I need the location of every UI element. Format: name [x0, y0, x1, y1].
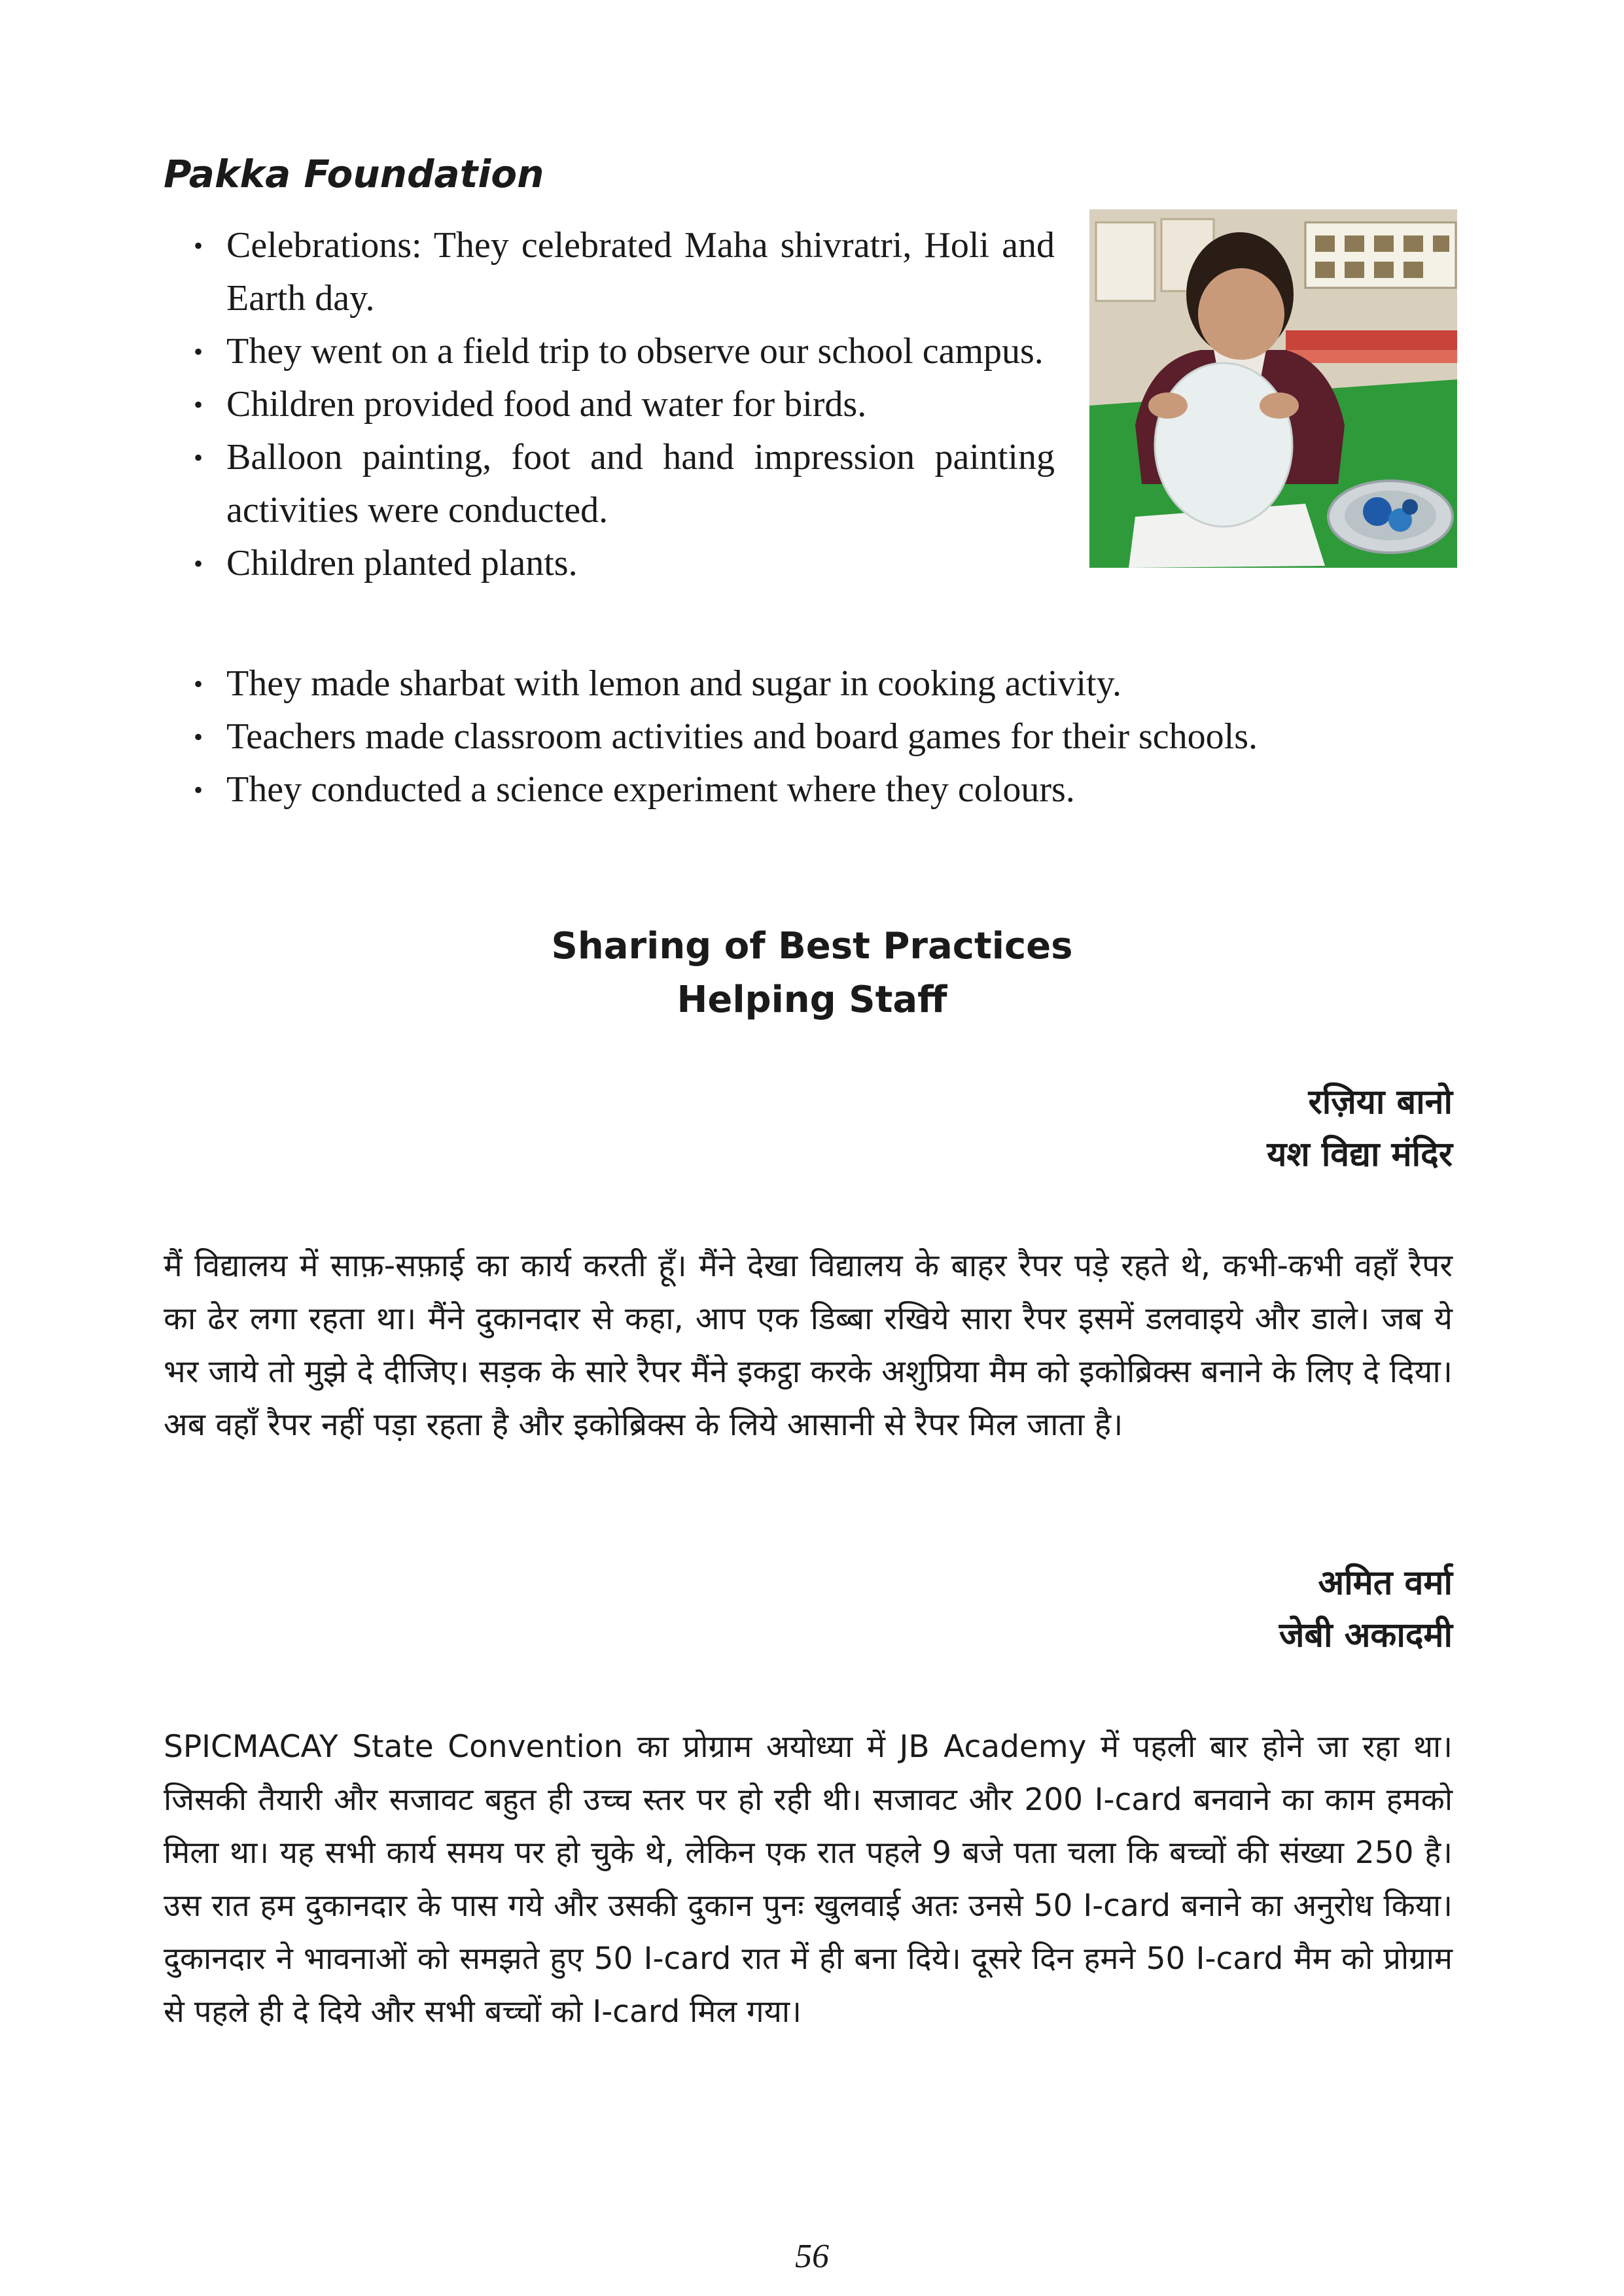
list-item-text: They conducted a science experiment where they colours. [226, 769, 1075, 810]
entry-paragraph: मैं विद्यालय में साफ़-सफ़ाई का कार्य करती हूँ। मैंने देखा विद्यालय के बाहर रैपर पड़े रहते थे, कभी-कभी वहाँ रैपर का ढेर लगा रहता था। मैंने दुकानदार से कहा, आप एक डिब्बा रखिये सारा रैपर इसमें डलवाइये और डाले। जब ये भर जाये तो मुझे दे दीजिए। सड़क के सारे रैपर मैंने इकट्ठा करके अशुप्रिया मैम को इकोब्रिक्स बनाने के लिए दे दिया। अब वहाँ रैपर नहीं पड़ा रहता है और इकोब्रिक्स के लिये आसानी से रैपर मिल जाता है। [164, 1247, 1453, 1443]
bullet-icon: • [194, 775, 203, 805]
page-title: Sharing of Best Practices [551, 925, 1073, 967]
list-item-text: Balloon painting, foot and hand impression painting activities were conducted. [226, 437, 1055, 531]
list-item [164, 537, 1055, 590]
author-name: रज़िया बानो [1308, 1083, 1453, 1122]
author-block [1279, 1557, 1453, 1661]
author-name: अमित वर्मा [1318, 1563, 1453, 1603]
section-heading: Pakka Foundation [164, 152, 544, 196]
author-school: जेबी अकादमी [1279, 1616, 1453, 1655]
page-subtitle: Helping Staff [677, 979, 947, 1021]
bullet-list-bottom [164, 657, 1472, 816]
bullet-icon: • [194, 390, 203, 419]
author-block [1267, 1076, 1453, 1181]
bullet-list-top [164, 219, 1055, 590]
list-item [164, 378, 1055, 431]
list-item [164, 431, 1055, 537]
bullet-icon: • [194, 443, 203, 472]
bullet-icon: • [194, 669, 203, 699]
entry-paragraph: SPICMACAY State Convention का प्रोग्राम अयोध्या में JB Academy में पहली बार होने जा रहा था। जिसकी तैयारी और सजावट बहुत ही उच्च स्तर पर हो रही थी। सजावट और 200 I-card बनवाने का काम हमको मिला था। यह सभी कार्य समय पर हो चुके थे, लेकिन एक रात पहले 9 बजे पता चला कि बच्चों की संख्या 250 है। उस रात हम दुकानदार के पास गये और उसकी दुकान पुनः खुलवाई अतः उनसे 50 I-card बनाने का अनुरोध किया। दुकानदार ने भावनाओं को समझते हुए 50 I-card रात में ही बना दिये। दूसरे दिन हमने 50 I-card मैम को प्रोग्राम से पहले ही दे दिये और सभी बच्चों को I-card मिल गया। [164, 1729, 1453, 2030]
list-item [164, 710, 1472, 763]
page-number: 56 [795, 2238, 829, 2275]
list-item-text: Children provided food and water for birds. [226, 384, 867, 425]
list-item-text: Children planted plants. [226, 543, 578, 583]
bullet-icon: • [194, 337, 203, 366]
author-school: यश विद्या मंदिर [1267, 1135, 1453, 1174]
list-item [164, 219, 1055, 325]
list-item-text: Celebrations: They celebrated Maha shivratri, Holi and Earth day. [226, 225, 1055, 319]
child-balloon-painting-photo [1089, 209, 1457, 568]
list-item [164, 657, 1472, 710]
list-item [164, 325, 1055, 378]
bullet-icon: • [194, 549, 203, 578]
list-item-text: They made sharbat with lemon and sugar in cooking activity. [226, 663, 1122, 704]
bullet-icon: • [194, 722, 203, 752]
bullet-icon: • [194, 231, 203, 260]
list-item [164, 763, 1472, 816]
list-item-text: Teachers made classroom activities and board games for their schools. [226, 716, 1258, 757]
list-item-text: They went on a field trip to observe our school campus. [226, 331, 1044, 372]
